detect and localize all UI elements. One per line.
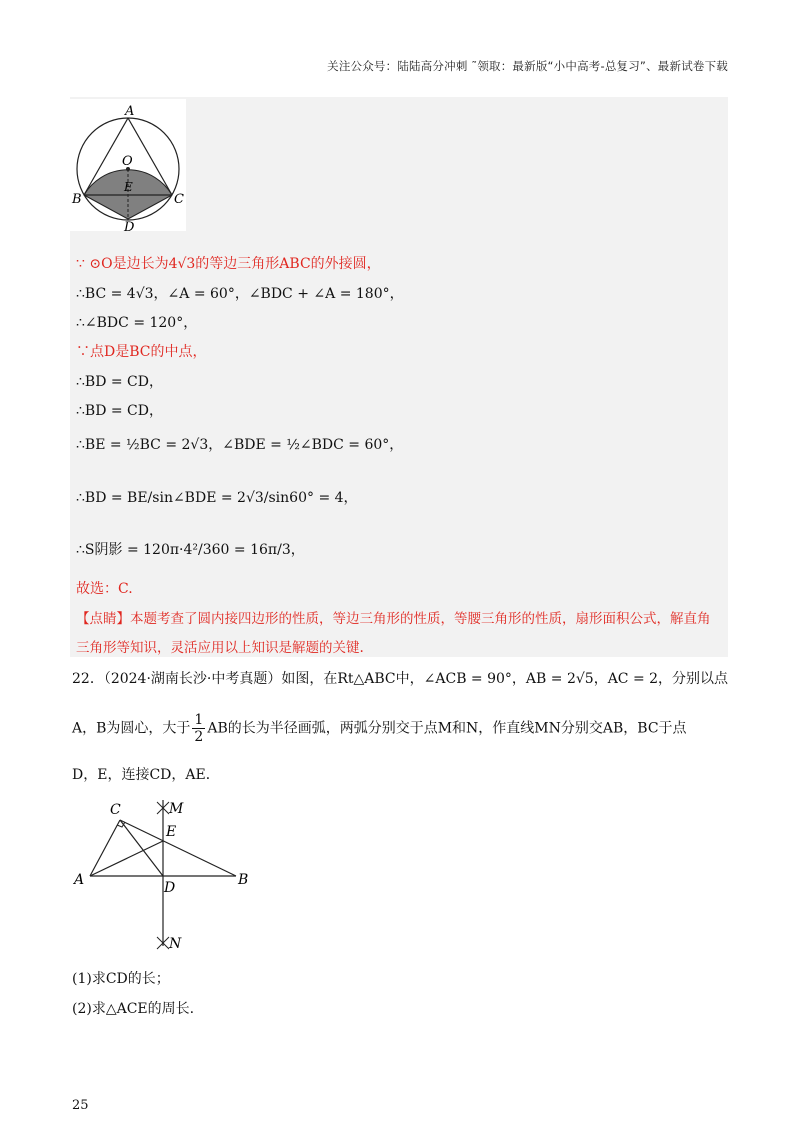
label-a: A — [125, 104, 135, 119]
fraction-half: $\frac{1}{2}$ — [194, 712, 204, 745]
question-line-2-a: A，B为圆心，大于 — [72, 720, 191, 737]
label-b: B — [72, 192, 82, 207]
page-header: 关注公众号：陆陆高分冲刺 ˜领取：最新版“小中高考-总复习”、最新试卷下载 — [327, 59, 728, 73]
label-e: E — [124, 180, 133, 194]
solution-line-8: ∴BD = BE/sin∠BDE = 2√3/sin60° = 4， — [76, 490, 358, 506]
triangle-figure — [72, 796, 262, 956]
label-c2: C — [110, 802, 121, 818]
label-b2: B — [238, 872, 249, 888]
question-line-2-b: AB的长为半径画弧，两弧分别交于点M和N，作直线MN分别交AB，BC于点 — [207, 720, 687, 737]
solution-note: 【点睛】本题考查了圆内接四边形的性质，等边三角形的性质，等腰三角形的性质，扇形面积公式，解直角三角形等知识，灵活应用以上知识是解题的关键. — [76, 611, 711, 656]
sub-question-2: (2)求△ACE的周长. — [72, 1001, 195, 1017]
label-m: M — [169, 801, 184, 817]
solution-line-7: ∴BE = ½BC = 2√3，∠BDE = ½∠BDC = 60°， — [76, 437, 404, 453]
circle-triangle-figure — [70, 99, 186, 231]
solution-line-1: ∵ ⊙O是边长为4√3的等边三角形ABC的外接圆， — [76, 256, 381, 272]
solution-line-2: ∴BC = 4√3，∠A = 60°，∠BDC + ∠A = 180°， — [76, 286, 404, 302]
question-line-2 — [72, 712, 687, 745]
sub-question-1: (1)求CD的长； — [72, 971, 170, 987]
question-line-1: 22．（2024·湖南长沙·中考真题）如图，在Rt△ABC中，∠ACB = 90°，AB = 2√5，AC = 2，分别以点 — [72, 671, 729, 687]
solution-line-6: ∴BD = CD， — [76, 403, 163, 419]
solution-line-5: ∴BD = CD， — [76, 374, 163, 390]
label-d2: D — [164, 880, 176, 896]
label-n: N — [169, 936, 182, 952]
solution-line-10: 故选：C. — [76, 581, 133, 597]
label-d: D — [124, 220, 135, 231]
solution-line-4: ∵点D是BC的中点， — [76, 344, 207, 360]
label-c: C — [174, 192, 184, 207]
label-e2: E — [166, 824, 177, 840]
page-number: 25 — [72, 1098, 89, 1113]
label-o: O — [122, 154, 133, 169]
question-line-3: D，E，连接CD，AE． — [72, 767, 220, 783]
solution-line-3: ∴∠BDC = 120°， — [76, 315, 198, 331]
label-a2: A — [74, 872, 85, 888]
solution-panel — [70, 97, 728, 657]
solution-line-9: ∴S阴影 = 120π·4²/360 = 16π/3， — [76, 542, 305, 558]
